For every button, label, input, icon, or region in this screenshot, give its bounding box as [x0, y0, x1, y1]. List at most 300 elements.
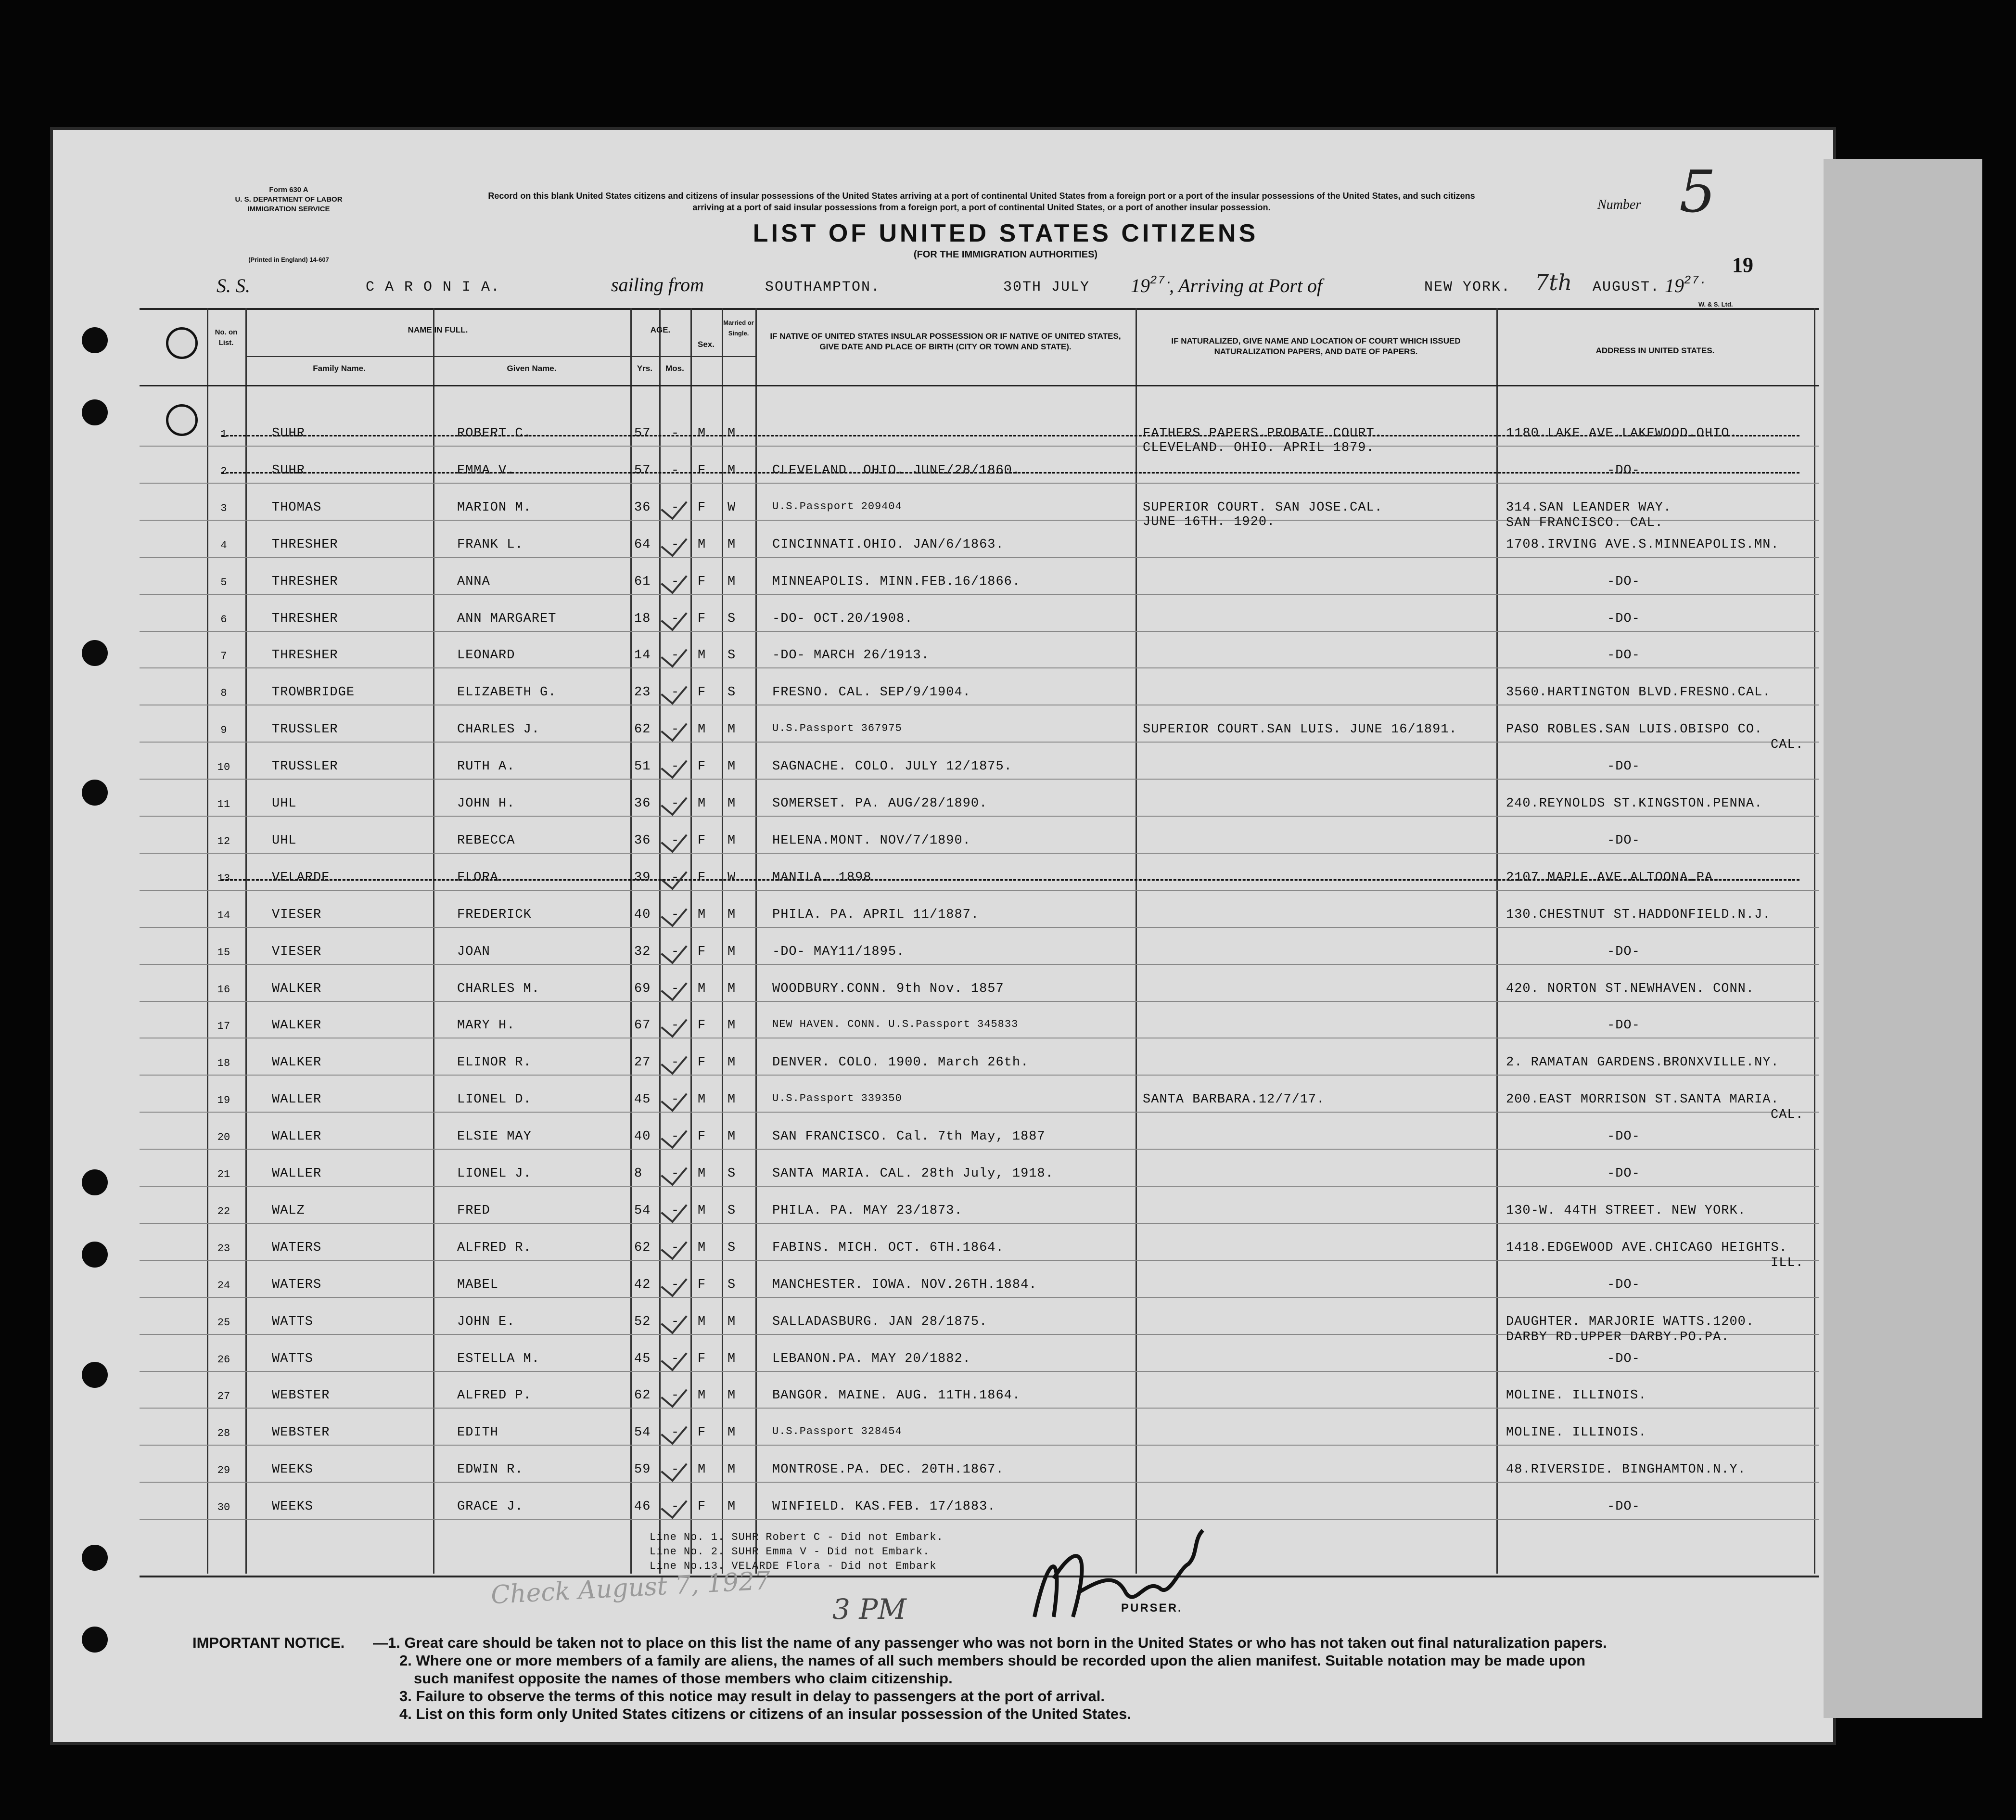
us-address: 130-W. 44TH STREET. NEW YORK.	[1506, 1204, 1746, 1218]
given-name: EDITH	[457, 1425, 499, 1440]
us-address: -DO-	[1607, 612, 1640, 626]
birth-info: FABINS. MICH. OCT. 6TH.1864.	[772, 1241, 1004, 1255]
given-name: LEONARD	[457, 648, 515, 663]
age-months: -	[671, 908, 680, 922]
row-number: 29	[217, 1464, 230, 1476]
birth-info: WINFIELD. KAS.FEB. 17/1883.	[772, 1500, 996, 1514]
age-months: -	[671, 1462, 680, 1477]
row-number: 28	[217, 1427, 230, 1439]
marital-status: M	[727, 463, 736, 478]
row-number: 9	[220, 724, 227, 736]
family-name: TRUSSLER	[272, 759, 338, 774]
given-name: ALFRED R.	[457, 1241, 532, 1255]
age-months: -	[671, 945, 680, 959]
marital-status: M	[727, 796, 736, 811]
us-address: 200.EAST MORRISON ST.SANTA MARIA.	[1506, 1092, 1779, 1107]
family-name: UHL	[272, 833, 297, 848]
row-number: 11	[217, 798, 230, 810]
row-number: 14	[217, 910, 230, 922]
header-sex: Sex.	[698, 340, 715, 349]
family-name: WALLER	[272, 1092, 322, 1107]
birth-info: SOMERSET. PA. AUG/28/1890.	[772, 796, 988, 811]
given-name: FRED	[457, 1204, 490, 1218]
row-number: 2	[220, 465, 227, 477]
sex: M	[698, 1462, 706, 1477]
family-name: WATTS	[272, 1315, 314, 1329]
us-address: DAUGHTER. MARJORIE WATTS.1200.	[1506, 1315, 1755, 1329]
sex: M	[698, 1166, 706, 1181]
number-label: Number	[1597, 197, 1641, 212]
us-address: 1180.LAKE AVE.LAKEWOOD.OHIO.	[1506, 426, 1738, 441]
age-months: -	[671, 1018, 680, 1033]
given-name: FLORA	[457, 871, 499, 885]
us-address: 314.SAN LEANDER WAY.	[1506, 500, 1672, 515]
birth-info: SALLADASBURG. JAN 28/1875.	[772, 1315, 988, 1329]
header-years: Yrs.	[637, 364, 653, 373]
birth-info: LEBANON.PA. MAY 20/1882.	[772, 1352, 971, 1366]
given-name: CHARLES M.	[457, 982, 540, 996]
sex: M	[698, 648, 706, 663]
us-address: PASO ROBLES.SAN LUIS.OBISPO CO.	[1506, 722, 1763, 737]
sex: F	[698, 463, 706, 478]
age-years: 54	[634, 1425, 651, 1440]
naturalization-line-2: JUNE 16TH. 1920.	[1143, 515, 1276, 529]
sex: F	[698, 612, 706, 626]
given-name: RUTH A.	[457, 759, 515, 774]
us-address: -DO-	[1607, 648, 1640, 663]
age-years: 36	[634, 833, 651, 848]
header-months: Mos.	[665, 364, 684, 373]
age-years: 57	[634, 463, 651, 478]
header-birth: IF NATIVE OF UNITED STATES INSULAR POSSESSION OR IF NATIVE OF UNITED STATES, GIVE DATE AND PLACE OF BIRTH (CITY OR TOWN AND STATE).	[770, 332, 1121, 351]
marital-status: M	[727, 722, 736, 737]
row-number: 13	[217, 872, 230, 884]
marital-status: M	[727, 833, 736, 848]
sex: M	[698, 982, 706, 996]
sex: F	[698, 1425, 706, 1440]
column-divider	[755, 308, 757, 1574]
row-rule	[140, 1260, 1819, 1261]
column-divider	[245, 308, 247, 1574]
naturalization: SANTA BARBARA.12/7/17.	[1143, 1092, 1325, 1107]
row-rule	[140, 1482, 1819, 1483]
column-divider	[659, 308, 661, 1574]
us-address: 1708.IRVING AVE.S.MINNEAPOLIS.MN.	[1506, 538, 1779, 552]
birth-info: NEW HAVEN. CONN. U.S.Passport 345833	[772, 1018, 1019, 1030]
us-address: 48.RIVERSIDE. BINGHAMTON.N.Y.	[1506, 1462, 1746, 1477]
age-months: -	[671, 1278, 680, 1292]
form-id	[192, 185, 385, 214]
given-name: ELIZABETH G.	[457, 685, 557, 700]
embark-note: Line No. 2. SUHR Emma V - Did not Embark.	[650, 1546, 930, 1558]
birth-info: WOODBURY.CONN. 9th Nov. 1857	[772, 982, 1004, 996]
birth-info: SANTA MARIA. CAL. 28th July, 1918.	[772, 1166, 1054, 1181]
column-divider	[630, 308, 632, 1574]
punch-hole	[82, 1242, 108, 1268]
marital-status: S	[727, 1278, 736, 1292]
page-subtitle: (FOR THE IMMIGRATION AUTHORITIES)	[913, 249, 1098, 260]
birth-info: MANILA. 1898.	[772, 871, 880, 885]
row-number: 23	[217, 1243, 230, 1255]
birth-info: BANGOR. MAINE. AUG. 11TH.1864.	[772, 1388, 1021, 1403]
row-rule	[140, 1519, 1819, 1520]
us-address: -DO-	[1607, 463, 1640, 478]
marital-status: M	[727, 1055, 736, 1070]
row-number: 1	[220, 428, 227, 440]
marital-status: S	[727, 1241, 736, 1255]
row-rule	[140, 594, 1819, 595]
age-months: -	[671, 1315, 680, 1329]
purser-label: PURSER.	[1121, 1602, 1183, 1615]
us-address-line-2: CAL.	[1771, 738, 1804, 752]
given-name: ELSIE MAY	[457, 1129, 532, 1144]
strikethrough	[221, 879, 1799, 881]
us-address-line-2: CAL.	[1771, 1108, 1804, 1122]
age-years: 36	[634, 796, 651, 811]
given-name: CHARLES J.	[457, 722, 540, 737]
us-address: -DO-	[1607, 1352, 1640, 1366]
page-title: LIST OF UNITED STATES CITIZENS	[753, 219, 1259, 247]
sex: F	[698, 685, 706, 700]
family-name: VELARDE	[272, 871, 330, 885]
row-rule	[140, 1075, 1819, 1076]
birth-info: CINCINNATI.OHIO. JAN/6/1863.	[772, 538, 1004, 552]
year-prefix: 19	[1131, 275, 1150, 296]
family-name: SUHR	[272, 426, 305, 441]
birth-info: MANCHESTER. IOWA. NOV.26TH.1884.	[772, 1278, 1037, 1292]
age-months: -	[671, 1166, 680, 1181]
ship-name: C A R O N I A.	[366, 279, 501, 295]
punch-hole	[82, 1362, 108, 1388]
row-rule	[140, 927, 1819, 928]
us-address: -DO-	[1607, 945, 1640, 959]
age-years: 59	[634, 1462, 651, 1477]
column-divider	[1136, 308, 1137, 1574]
column-divider	[433, 308, 434, 1574]
family-name: WEBSTER	[272, 1425, 330, 1440]
column-divider	[690, 308, 692, 1574]
us-address: 420. NORTON ST.NEWHAVEN. CONN.	[1506, 982, 1755, 996]
year-value: 27.	[1684, 274, 1708, 287]
marital-status: M	[727, 1500, 736, 1514]
arrival-year	[1665, 274, 1708, 297]
age-months: -	[671, 538, 680, 552]
notice-item: 4. List on this form only United States citizens or citizens of an insular possession of the United States.	[399, 1705, 1131, 1722]
strikethrough	[221, 435, 1799, 436]
given-name: EDWIN R.	[457, 1462, 523, 1477]
age-years: 40	[634, 1129, 651, 1144]
marital-status: M	[727, 1092, 736, 1107]
age-months: -	[671, 1425, 680, 1440]
list-number: 5	[1679, 159, 1716, 226]
family-name: WALKER	[272, 982, 322, 996]
age-months: -	[671, 500, 680, 515]
age-years: 8	[634, 1166, 643, 1181]
row-number: 21	[217, 1168, 230, 1180]
marital-status: M	[727, 945, 736, 959]
family-name: THRESHER	[272, 538, 338, 552]
departure-port: SOUTHAMPTON.	[765, 279, 881, 295]
family-name: WALZ	[272, 1204, 305, 1218]
age-years: 52	[634, 1315, 651, 1329]
embark-note: Line No. 1. SUHR Robert C - Did not Embark.	[650, 1531, 944, 1543]
family-name: THRESHER	[272, 612, 338, 626]
row-number: 24	[217, 1280, 230, 1292]
handwritten-time: 3 PM	[832, 1593, 906, 1626]
family-name: WALKER	[272, 1055, 322, 1070]
ss-label: S. S.	[217, 275, 250, 296]
age-years: 57	[634, 426, 651, 441]
row-rule	[140, 1445, 1819, 1446]
marital-status: M	[727, 1352, 736, 1366]
us-address: -DO-	[1607, 575, 1640, 589]
birth-info: U.S.Passport 339350	[772, 1092, 902, 1104]
row-rule	[140, 816, 1819, 817]
age-years: 42	[634, 1278, 651, 1292]
age-months: -	[671, 463, 680, 478]
given-name: FREDERICK	[457, 908, 532, 922]
marital-status: M	[727, 1388, 736, 1403]
age-months: -	[671, 871, 680, 885]
family-name: TRUSSLER	[272, 722, 338, 737]
row-rule	[140, 1223, 1819, 1224]
us-address: -DO-	[1607, 759, 1640, 774]
us-address: 2. RAMATAN GARDENS.BRONXVILLE.NY.	[1506, 1055, 1779, 1070]
family-name: WALLER	[272, 1129, 322, 1144]
punch-hole	[82, 1169, 108, 1195]
departure-date: 30TH JULY	[1003, 279, 1090, 295]
us-address: -DO-	[1607, 833, 1640, 848]
sex: M	[698, 722, 706, 737]
given-name: JOHN E.	[457, 1315, 515, 1329]
header-given-name: Given Name.	[507, 364, 557, 373]
sex: F	[698, 833, 706, 848]
age-years: 62	[634, 1241, 651, 1255]
us-address: 3560.HARTINGTON BLVD.FRESNO.CAL.	[1506, 685, 1771, 700]
us-address-line-2: DARBY RD.UPPER DARBY.PO.PA.	[1506, 1330, 1730, 1345]
row-number: 17	[217, 1020, 230, 1032]
age-years: 23	[634, 685, 651, 700]
birth-info: SAGNACHE. COLO. JULY 12/1875.	[772, 759, 1012, 774]
birth-info: CLEVELAND. OHIO. JUNE/28/1860.	[772, 463, 1021, 478]
row-rule	[140, 890, 1819, 891]
manifest-table	[140, 308, 1819, 1577]
arriving-label: , Arriving at Port of	[1169, 275, 1323, 296]
row-number: 26	[217, 1354, 230, 1366]
marital-status: W	[727, 871, 736, 885]
marital-status: W	[727, 500, 736, 515]
age-months: -	[671, 1055, 680, 1070]
notice-item: 2. Where one or more members of a family are aliens, the names of all such members should be recorded upon the alien manifest. Suitable notation may be made upon	[399, 1652, 1586, 1669]
age-years: 36	[634, 500, 651, 515]
given-name: JOAN	[457, 945, 490, 959]
punch-hole	[82, 780, 108, 806]
age-months: -	[671, 759, 680, 774]
naturalization: FATHERS PAPERS.PROBATE COURT.	[1143, 426, 1383, 441]
us-address: 2107.MAPLE AVE.ALTOONA.PA.	[1506, 871, 1722, 885]
given-name: ROBERT C.	[457, 426, 532, 441]
arrival-port: NEW YORK.	[1424, 279, 1511, 295]
given-name: JOHN H.	[457, 796, 515, 811]
age-years: 40	[634, 908, 651, 922]
row-rule	[140, 1001, 1819, 1002]
marital-status: S	[727, 612, 736, 626]
age-years: 62	[634, 1388, 651, 1403]
row-number: 8	[220, 687, 227, 699]
birth-info: HELENA.MONT. NOV/7/1890.	[772, 833, 971, 848]
age-months: -	[671, 426, 680, 441]
row-number: 27	[217, 1390, 230, 1402]
age-months: -	[671, 1388, 680, 1403]
year-value: 27.	[1150, 274, 1174, 287]
given-name: ESTELLA M.	[457, 1352, 540, 1366]
header-address: ADDRESS IN UNITED STATES.	[1595, 346, 1715, 355]
naturalization: SUPERIOR COURT.SAN LUIS. JUNE 16/1891.	[1143, 722, 1457, 737]
us-address: -DO-	[1607, 1500, 1640, 1514]
age-months: -	[671, 1204, 680, 1218]
notice-heading: IMPORTANT NOTICE.	[192, 1634, 345, 1651]
row-rule	[140, 1408, 1819, 1409]
us-address: -DO-	[1607, 1129, 1640, 1144]
family-name: UHL	[272, 796, 297, 811]
row-rule	[140, 742, 1819, 743]
age-months: -	[671, 648, 680, 663]
age-years: 45	[634, 1092, 651, 1107]
age-months: -	[671, 1241, 680, 1255]
family-name: WATTS	[272, 1352, 314, 1366]
punch-hole	[82, 1627, 108, 1653]
given-name: LIONEL J.	[457, 1166, 532, 1181]
row-number: 25	[217, 1317, 230, 1329]
given-name: MABEL	[457, 1278, 499, 1292]
age-months: -	[671, 722, 680, 737]
given-name: EMMA V.	[457, 463, 515, 478]
age-months: -	[671, 1352, 680, 1366]
sex: M	[698, 1388, 706, 1403]
punch-hole	[82, 399, 108, 425]
row-number: 6	[220, 614, 227, 626]
punch-hole	[82, 640, 108, 666]
age-years: 61	[634, 575, 651, 589]
age-months: -	[671, 1129, 680, 1144]
row-rule	[140, 1297, 1819, 1298]
sailing-label: sailing from	[611, 274, 704, 295]
row-rule	[140, 853, 1819, 854]
header-marital: Married or Single.	[723, 319, 754, 337]
sex: F	[698, 1352, 706, 1366]
naturalization-line-2: CLEVELAND. OHIO. APRIL 1879.	[1143, 441, 1375, 455]
us-address-line-2: SAN FRANCISCO. CAL.	[1506, 516, 1663, 530]
strikethrough	[221, 472, 1799, 474]
family-name: THOMAS	[272, 500, 322, 515]
age-years: 32	[634, 945, 651, 959]
marital-status: M	[727, 1315, 736, 1329]
row-rule	[140, 964, 1819, 965]
us-address: -DO-	[1607, 1166, 1640, 1181]
us-address: -DO-	[1607, 1278, 1640, 1292]
birth-info: FRESNO. CAL. SEP/9/1904.	[772, 685, 971, 700]
given-name: FRANK L.	[457, 538, 523, 552]
notice-item: such manifest opposite the names of those members who claim citizenship.	[414, 1670, 953, 1687]
us-address: 1418.EDGEWOOD AVE.CHICAGO HEIGHTS.	[1506, 1241, 1787, 1255]
family-name: WATERS	[272, 1241, 322, 1255]
birth-info: SAN FRANCISCO. Cal. 7th May, 1887	[772, 1129, 1046, 1144]
header-rule	[245, 356, 755, 357]
row-number: 19	[217, 1094, 230, 1106]
embark-note: Line No.13. VELARDE Flora - Did not Embark	[650, 1560, 937, 1572]
column-divider	[1496, 308, 1498, 1574]
sex: M	[698, 1092, 706, 1107]
given-name: GRACE J.	[457, 1500, 523, 1514]
sex: F	[698, 500, 706, 515]
printed-note: (Printed in England) 14-607	[248, 256, 329, 263]
marital-status: M	[727, 1129, 736, 1144]
row-number: 5	[220, 577, 227, 589]
purser-signature	[1020, 1521, 1222, 1636]
row-rule	[140, 631, 1819, 632]
corner-number: 19	[1732, 253, 1753, 277]
family-name: TROWBRIDGE	[272, 685, 355, 700]
age-months: -	[671, 1092, 680, 1107]
row-rule	[140, 1149, 1819, 1150]
header-name: NAME IN FULL.	[408, 325, 468, 334]
marital-status: S	[727, 685, 736, 700]
sex: M	[698, 426, 706, 441]
age-years: 64	[634, 538, 651, 552]
header-naturalization: IF NATURALIZED, GIVE NAME AND LOCATION OF COURT WHICH ISSUED NATURALIZATION PAPERS, AND DATE OF PAPERS.	[1171, 336, 1461, 356]
age-months: -	[671, 612, 680, 626]
service: IMMIGRATION SERVICE	[247, 205, 330, 213]
sex: F	[698, 759, 706, 774]
marital-status: M	[727, 1462, 736, 1477]
birth-info: U.S.Passport 209404	[772, 500, 902, 513]
marital-status: M	[727, 1425, 736, 1440]
family-name: WATERS	[272, 1278, 322, 1292]
row-number: 7	[220, 650, 227, 662]
sex: F	[698, 945, 706, 959]
row-number: 4	[220, 539, 227, 551]
sheet-edge	[1824, 159, 1982, 1718]
marital-status: M	[727, 908, 736, 922]
given-name: ELINOR R.	[457, 1055, 532, 1070]
marital-status: M	[727, 982, 736, 996]
sex: F	[698, 1055, 706, 1070]
row-number: 15	[217, 947, 230, 959]
given-name: LIONEL D.	[457, 1092, 532, 1107]
row-number: 22	[217, 1205, 230, 1218]
age-years: 18	[634, 612, 651, 626]
marital-status: S	[727, 1204, 736, 1218]
sex: F	[698, 1129, 706, 1144]
marital-status: M	[727, 575, 736, 589]
birth-info: -DO- MAY11/1895.	[772, 945, 905, 959]
age-months: -	[671, 833, 680, 848]
sex: F	[698, 575, 706, 589]
punch-hole	[82, 327, 108, 353]
sex: F	[698, 1278, 706, 1292]
sex: F	[698, 1500, 706, 1514]
row-number: 18	[217, 1057, 230, 1069]
age-years: 54	[634, 1204, 651, 1218]
family-name: WALLER	[272, 1166, 322, 1181]
given-name: REBECCA	[457, 833, 515, 848]
marital-status: M	[727, 759, 736, 774]
row-number: 12	[217, 835, 230, 847]
age-years: 62	[634, 722, 651, 737]
age-years: 39	[634, 871, 651, 885]
birth-info: PHILA. PA. MAY 23/1873.	[772, 1204, 963, 1218]
age-months: -	[671, 796, 680, 811]
